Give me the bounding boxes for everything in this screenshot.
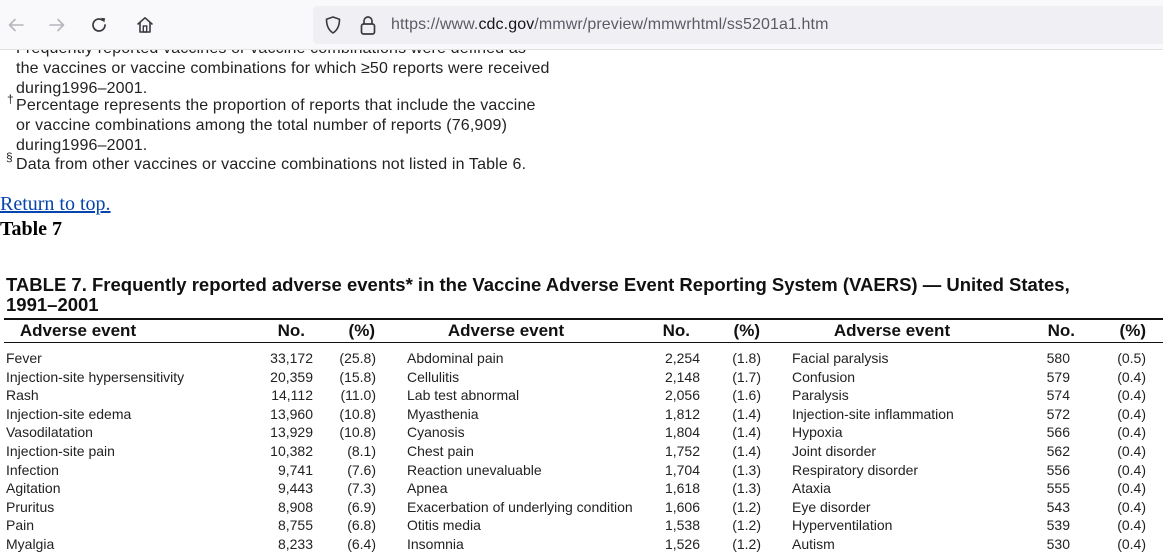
table-cell-no: 1,752 [664,443,700,459]
table-cell-no: 562 [1046,443,1070,459]
table-label: Table 7 [0,218,63,240]
table-cell-no: 2,254 [664,350,700,366]
header-no: No. [277,321,305,340]
table-cell-event: Confusion [792,368,856,385]
header-no: No. [1047,321,1075,340]
reload-icon [89,15,109,35]
header-adverse-event: Adverse event [833,321,951,340]
table-cell-no: 1,538 [664,517,700,534]
table-cell-pct: (1.3) [732,480,761,497]
table-cell-event: Otitis media [407,517,481,534]
table-cell-no: 1,526 [664,536,700,552]
table-cell-no: 9,741 [277,461,313,478]
arrow-left-icon [6,15,26,35]
table-cell-event: Injection-site pain [6,443,115,459]
table-cell-pct: (6.8) [347,517,376,534]
table-cell-no: 13,960 [270,405,313,422]
table-cell-event: Myasthenia [407,405,479,422]
table-top-rule [4,318,1163,320]
table-title [6,275,1163,315]
home-icon [135,15,155,35]
table-cell-no: 10,382 [270,443,313,459]
home-button[interactable] [129,9,161,41]
table-cell-pct: (0.4) [1117,517,1146,534]
lock-icon[interactable] [358,14,378,36]
table-cell-no: 572 [1046,405,1070,422]
table-cell-pct: (0.4) [1117,498,1146,515]
table-cell-no: 14,112 [271,387,313,404]
table-cell-no: 566 [1046,424,1070,441]
url-domain: cdc.gov [478,16,535,33]
header-pct: (%) [733,321,760,340]
table-cell-event: Hypoxia [792,424,843,441]
table-cell-pct: (0.4) [1117,536,1146,552]
table-cell-no: 1,804 [664,424,700,441]
table-cell-no: 13,929 [270,424,313,441]
return-to-top-link[interactable]: Return to top. [0,193,111,215]
table-cell-pct: (8.1) [347,443,376,459]
table-cell-pct: (25.8) [339,350,376,366]
table-cell-event: Joint disorder [792,443,877,459]
table-cell-event: Hyperventilation [792,517,893,534]
table-cell-event: Agitation [6,480,61,497]
table-cell-event: Pain [6,517,35,534]
table-cell-no: 530 [1046,536,1070,552]
table-cell-no: 543 [1046,498,1070,515]
table-cell-pct: (1.3) [732,461,761,478]
table-cell-no: 2,056 [664,387,700,404]
footnote-dagger-mark: † [7,92,14,106]
table-cell-no: 9,443 [277,480,313,497]
table-cell-event: Vasodilatation [6,424,93,441]
table-cell-event: Abdominal pain [407,350,504,366]
table-cell-event: Infection [6,461,59,478]
url-path: /mmwr/preview/mmwrhtml/ss5201a1.htm [534,16,829,33]
table-cell-no: 556 [1046,461,1070,478]
table-cell-event: Chest pain [407,443,474,459]
table-cell-pct: (0.4) [1117,368,1146,385]
table-cell-event: Injection-site hypersensitivity [6,368,185,385]
footnote-dagger-line3: during1996–2001. [16,137,148,154]
footnote-dagger-line2: or vaccine combinations among the total number of reports (76,909) [16,117,508,134]
table-cell-pct: (1.2) [732,517,761,534]
table-cell-no: 20,359 [270,368,313,385]
table-cell-no: 1,704 [664,461,700,478]
table-cell-event: Insomnia [407,536,464,552]
table-cell-no: 580 [1046,350,1070,366]
forward-button[interactable] [41,9,73,41]
table-cell-no: 1,812 [664,405,700,422]
table-cell-event: Myalgia [6,536,55,552]
footnote-star-line3: during1996–2001. [16,80,148,97]
table-cell-pct: (10.8) [339,405,376,422]
browser-toolbar [0,0,1163,50]
table-cell-event: Ataxia [792,480,831,497]
table-cell-pct: (0.4) [1117,461,1146,478]
table-cell-event: Injection-site edema [6,405,132,422]
table-cell-pct: (11.0) [340,387,376,404]
table-cell-event: Pruritus [6,498,55,515]
table-cell-pct: (0.4) [1117,480,1146,497]
table-cell-pct: (1.4) [732,443,761,459]
table-cell-pct: (0.4) [1117,424,1146,441]
table-cell-no: 8,908 [277,498,313,515]
table-cell-pct: (1.2) [732,498,761,515]
table-cell-pct: (6.4) [347,536,376,552]
table-cell-event: Paralysis [792,387,849,404]
table-title-line2: 1991–2001 [6,294,99,315]
url-text[interactable] [391,16,829,34]
footnote-dagger-line1: Percentage represents the proportion of reports that include the vaccine [16,97,536,114]
table-cell-pct: (1.4) [732,424,761,441]
table-cell-event: Fever [6,350,42,366]
table-cell-no: 555 [1046,480,1070,497]
table-cell-event: Exacerbation of underlying condition [407,498,633,515]
arrow-right-icon [47,15,67,35]
table-cell-pct: (7.3) [347,480,376,497]
table-cell-event: Lab test abnormal [407,387,520,404]
table-cell-pct: (6.9) [347,498,376,515]
table-title-line1: TABLE 7. Frequently reported adverse events* in the Vaccine Adverse Event Reporting System (VAERS) — United States, [6,274,1070,295]
table-cell-no: 8,233 [277,536,313,552]
footnote-section-line1: Data from other vaccines or vaccine combinations not listed in Table 6. [16,156,527,173]
header-adverse-event: Adverse event [447,321,565,340]
table-cell-no: 8,755 [277,517,313,534]
address-bar[interactable] [313,6,1163,44]
table-header-rule [4,342,1163,343]
table-cell-pct: (1.2) [732,536,761,552]
table-cell-event: Cyanosis [407,424,465,441]
table-cell-event: Facial paralysis [792,350,889,366]
table-cell-pct: (0.4) [1117,405,1146,422]
header-pct: (%) [348,321,375,340]
url-prefix: https://www. [391,16,479,33]
table-cell-pct: (1.7) [732,368,761,385]
table-cell-pct: (0.4) [1117,443,1146,459]
table-cell-event: Rash [6,387,39,404]
table-cell-event: Respiratory disorder [792,461,919,478]
table-cell-pct: (1.8) [732,350,761,366]
table-cell-no: 1,606 [664,498,700,515]
footnote-star-line2: the vaccines or vaccine combinations for which ≥50 reports were received [16,60,550,77]
table-cell-pct: (1.6) [732,387,761,404]
table-cell-pct: (0.4) [1117,387,1146,404]
header-no: No. [662,321,690,340]
header-adverse-event: Adverse event [19,321,137,340]
reload-button[interactable] [83,9,115,41]
table-cell-no: 574 [1046,387,1070,404]
back-button[interactable] [0,9,32,41]
table-cell-event: Apnea [407,480,448,497]
table-cell-pct: (1.4) [732,405,761,422]
table-cell-no: 1,618 [664,480,700,497]
table-cell-pct: (0.5) [1117,350,1146,366]
table-cell-event: Reaction unevaluable [407,461,542,478]
footnote-section-mark: § [6,150,13,164]
table-cell-event: Eye disorder [792,498,871,515]
table-cell-no: 539 [1046,517,1070,534]
shield-icon[interactable] [323,15,343,35]
header-pct: (%) [1119,321,1146,340]
table-cell-event: Autism [792,536,835,552]
table-cell-event: Injection-site inflammation [792,405,954,422]
table-cell-no: 33,172 [270,350,313,366]
table-cell-no: 579 [1046,368,1070,385]
table-cell-pct: (7.6) [347,461,376,478]
table-cell-pct: (15.8) [339,368,376,385]
table-cell-pct: (10.8) [339,424,376,441]
table-cell-event: Cellulitis [407,368,460,385]
table-cell-no: 2,148 [664,368,700,385]
